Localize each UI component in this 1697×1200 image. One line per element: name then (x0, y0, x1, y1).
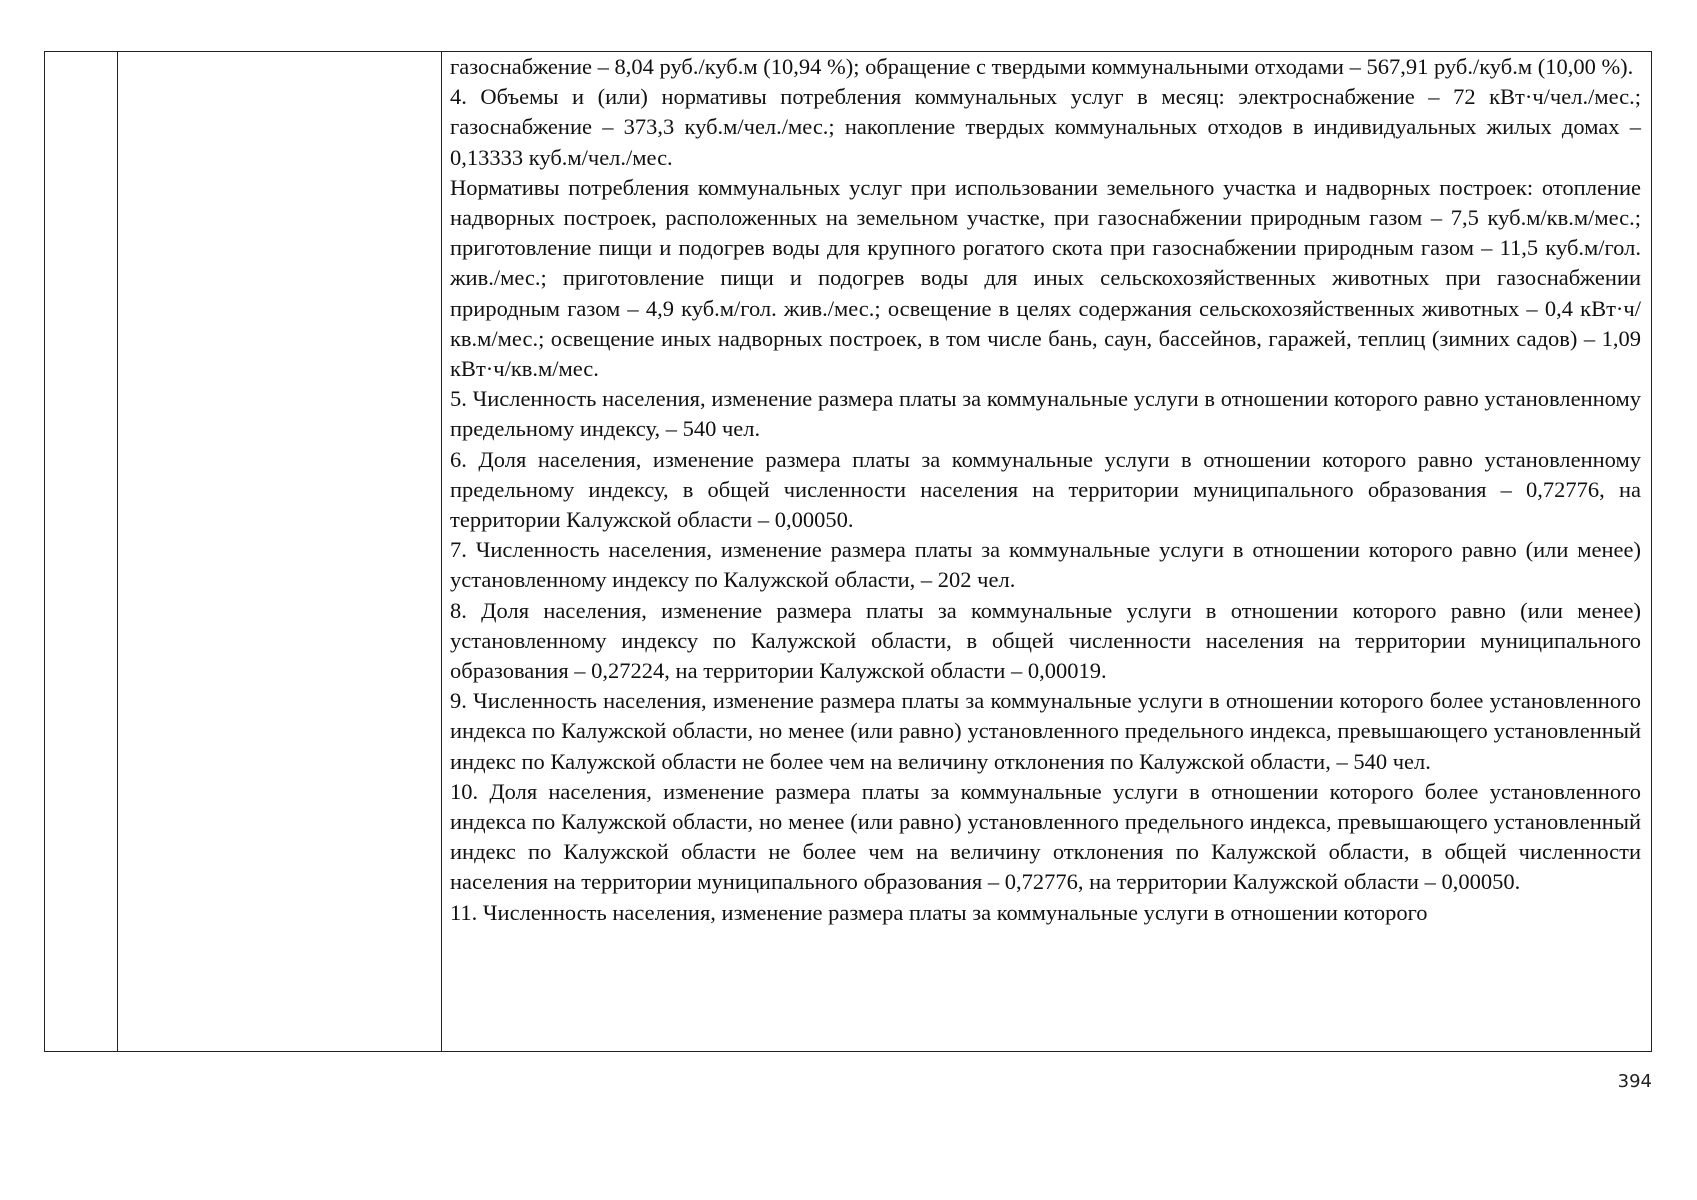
paragraph-item-8: 8. Доля населения, изменение размера платы за коммунальные услуги в отношении которого равно (или менее) установленному индексу по Калужской области, в общей численности населения на территории муниципального образования – 0,27224, на территории Калужской области – 0,00019. (450, 597, 1641, 684)
paragraph-item-10: 10. Доля населения, изменение размера платы за коммунальные услуги в отношении которого более установленного индекса по Калужской области, но менее (или равно) установленного предельного индекса, превышающего установленный индекс по Калужской области не более чем на величину отклонения по Калужской области, в общей численности населения на территории муниципального образования – 0,72776, на территории Калужской области – 0,00050. (450, 778, 1641, 895)
paragraph-item-6: 6. Доля населения, изменение размера платы за коммунальные услуги в отношении которого равно установленному предельному индексу, в общей численности населения на территории муниципального образования – 0,72776, на территории Калужской области – 0,00050. (450, 446, 1641, 533)
table-column-number (45, 52, 118, 1051)
paragraph-item-5: 5. Численность населения, изменение размера платы за коммунальные услуги в отношении которого равно установленному предельному индексу, – 540 чел. (450, 386, 1641, 442)
document-table (44, 51, 1652, 1052)
paragraph-item-11: 11. Численность населения, изменение размера платы за коммунальные услуги в отношении которого (450, 899, 1428, 925)
paragraph-item-9: 9. Численность населения, изменение размера платы за коммунальные услуги в отношении которого более установленного индекса по Калужской области, но менее (или равно) установленного предельного индекса, превышающего установленный индекс по Калужской области не более чем на величину отклонения по Калужской области, – 540 чел. (450, 688, 1641, 774)
page-number: 394 (1617, 1071, 1652, 1092)
table-column-content (442, 52, 1651, 1051)
paragraph-gas-and-waste-tariffs: газоснабжение – 8,04 руб./куб.м (10,94 %); обращение с твердыми коммунальными отходами – 567,91 руб./куб.м (10,00 %). (450, 54, 1634, 79)
paragraph-item-4: 4. Объемы и (или) нормативы потребления коммунальных услуг в месяц: электроснабжение – 72 кВт·ч/чел./мес.; газоснабжение – 373,3 куб.м/чел./мес.; накопление твердых коммунальных отходов в индивидуальных жилых домах – 0,13333 куб.м/чел./мес. (450, 84, 1641, 170)
table-column-name (118, 52, 442, 1051)
paragraph-item-7: 7. Численность населения, изменение размера платы за коммунальные услуги в отношении которого равно (или менее) установленному индексу по Калужской области, – 202 чел. (450, 537, 1641, 593)
paragraph-consumption-norms: Нормативы потребления коммунальных услуг при использовании земельного участка и надворных построек: отопление надворных построек, расположенных на земельном участке, при газоснабжении природным газом – 7,5 куб.м/кв.м/мес.; приготовление пищи и подогрев воды для крупного рогатого скота при газоснабжении природным газом – 11,5 куб.м/гол. жив./мес.; приготовление пищи и подогрев воды для иных сельскохозяйственных животных при газоснабжении природным газом – 4,9 куб.м/гол. жив./мес.; освещение в целях содержания сельскохозяйственных животных – 0,4 кВт·ч/кв.м/мес.; освещение иных надворных построек, в том числе бань, саун, бассейнов, гаражей, теплиц (зимних садов) – 1,09 кВт·ч/кв.м/мес. (450, 174, 1641, 382)
